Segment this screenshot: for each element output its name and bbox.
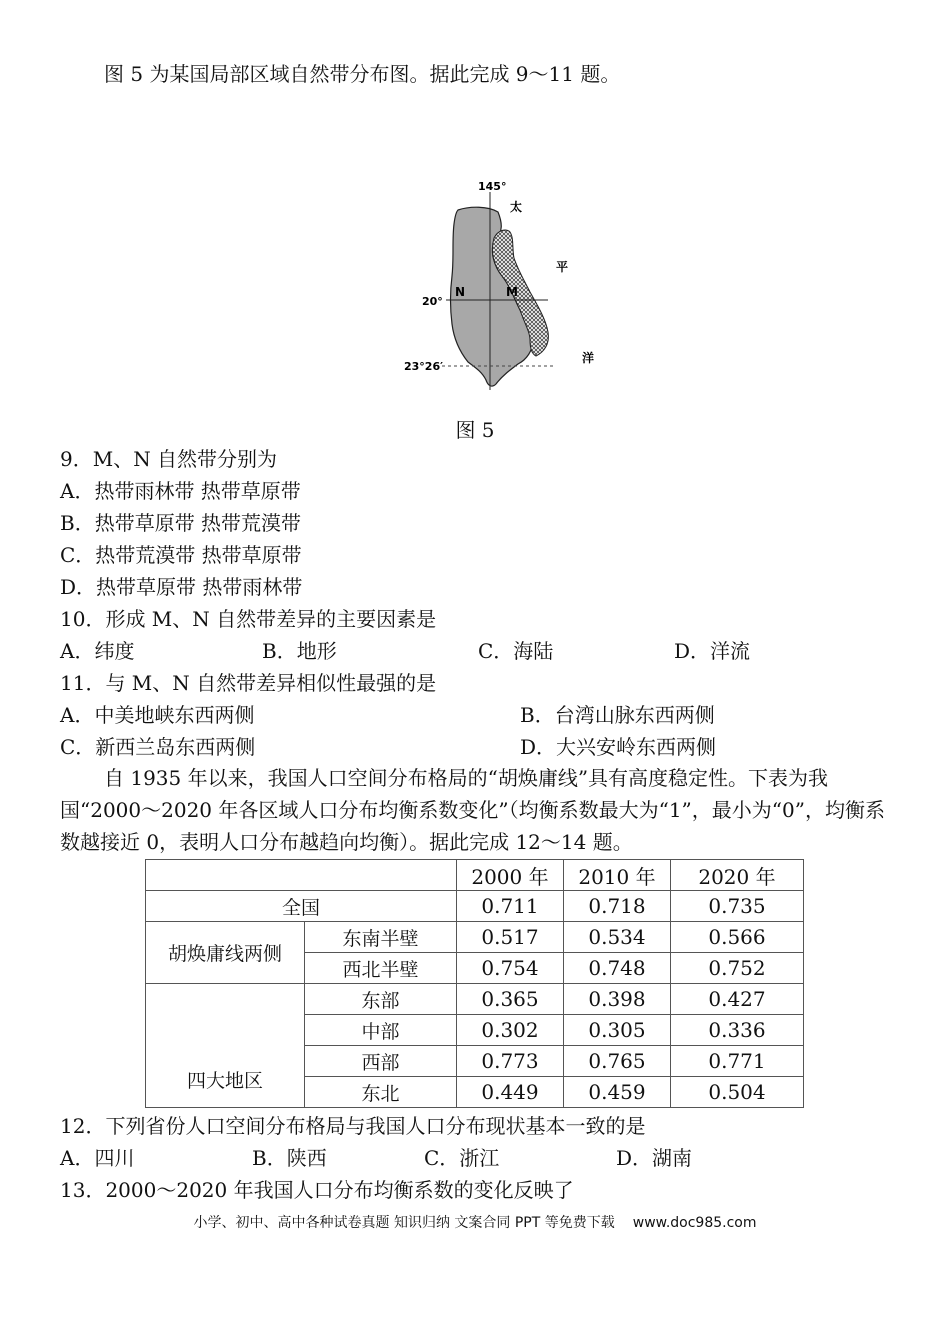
label-m: M	[506, 285, 518, 299]
q12-stem: 12．下列省份人口空间分布格局与我国人口分布现状基本一致的是	[60, 1114, 646, 1138]
header-2000: 2000 年	[457, 860, 564, 891]
cell-value: 0.748	[564, 953, 671, 984]
q13-stem: 13．2000～2020 年我国人口分布均衡系数的变化反映了	[60, 1178, 574, 1202]
footer-text: 小学、初中、高中各种试卷真题 知识归纳 文案合同 PPT 等免费下载	[193, 1215, 615, 1231]
cell-value: 0.534	[564, 922, 671, 953]
q9-option-b: B．热带草原带 热带荒漠带	[60, 511, 302, 535]
ocean-char-2: 平	[556, 260, 569, 274]
table-row	[146, 984, 804, 1015]
paragraph-text: 自 1935 年以来，我国人口空间分布格局的“胡焕庸线”具有高度稳定性。下表为我国“2000～2020 年各区域人口分布均衡系数变化”（均衡系数最大为“1”，最小为“0”，均衡系数越接近 0，表明人口分布越趋向均衡）。据此完成 12～14 题。	[60, 766, 885, 854]
natural-zone-map	[398, 172, 618, 397]
cell-value: 0.754	[457, 953, 564, 984]
group-label-huline: 胡焕庸线两侧	[146, 922, 305, 984]
tropic-label: 23°26′	[404, 360, 444, 373]
ocean-char-1: 太	[510, 200, 523, 214]
latitude-20-label: 20°	[422, 295, 443, 308]
row-label: 西部	[305, 1046, 457, 1077]
table-header-blank	[146, 860, 457, 891]
q12-option-a: A．四川	[60, 1146, 135, 1170]
q10-option-d: D．洋流	[674, 639, 751, 663]
label-n: N	[455, 285, 466, 299]
row-label: 中部	[305, 1015, 457, 1046]
footer-url: www.doc985.com	[632, 1215, 757, 1231]
cell-value: 0.459	[564, 1077, 671, 1108]
cell-value: 0.566	[671, 922, 804, 953]
q10-option-c: C．海陆	[478, 639, 554, 663]
q9-stem: 9．M、N 自然带分别为	[60, 447, 278, 471]
cell-value: 0.504	[671, 1077, 804, 1108]
cell-value: 0.365	[457, 984, 564, 1015]
figure-caption: 图 5	[455, 418, 495, 442]
q12-option-d: D．湖南	[616, 1146, 693, 1170]
group-label-four-regions: 四大地区	[146, 984, 305, 1108]
row-label-national: 全国	[146, 891, 457, 922]
table-header-row	[146, 860, 804, 891]
longitude-label: 145°	[478, 180, 507, 193]
q12-option-c: C．浙江	[424, 1146, 500, 1170]
cell-value: 0.765	[564, 1046, 671, 1077]
q11-stem: 11．与 M、N 自然带差异相似性最强的是	[60, 671, 437, 695]
q9-option-a: A．热带雨林带 热带草原带	[60, 479, 301, 503]
row-label: 东北	[305, 1077, 457, 1108]
row-label: 东部	[305, 984, 457, 1015]
row-label: 东南半壁	[305, 922, 457, 953]
q10-option-b: B．地形	[262, 639, 337, 663]
cell-value: 0.336	[671, 1015, 804, 1046]
cell-value: 0.302	[457, 1015, 564, 1046]
row-label: 西北半壁	[305, 953, 457, 984]
q10-option-a: A．纬度	[60, 639, 135, 663]
table-row	[146, 891, 804, 922]
table-intro-paragraph	[60, 762, 896, 858]
q9-option-c: C．热带荒漠带 热带草原带	[60, 543, 302, 567]
cell-value: 0.752	[671, 953, 804, 984]
cell-value: 0.773	[457, 1046, 564, 1077]
q11-option-b: B．台湾山脉东西两侧	[520, 703, 715, 727]
cell-value: 0.398	[564, 984, 671, 1015]
cell-value: 0.305	[564, 1015, 671, 1046]
q11-option-c: C．新西兰岛东西两侧	[60, 735, 256, 759]
q9-option-d: D．热带草原带 热带雨林带	[60, 575, 303, 599]
cell-value: 0.771	[671, 1046, 804, 1077]
q10-stem: 10．形成 M、N 自然带差异的主要因素是	[60, 607, 437, 631]
cell-value: 0.427	[671, 984, 804, 1015]
header-2010: 2010 年	[564, 860, 671, 891]
cell-value: 0.449	[457, 1077, 564, 1108]
cell-value: 0.718	[564, 891, 671, 922]
cell-value: 0.517	[457, 922, 564, 953]
page-footer	[0, 1212, 950, 1232]
population-balance-table	[145, 859, 804, 1108]
ocean-char-3: 洋	[582, 351, 595, 365]
q11-option-d: D．大兴安岭东西两侧	[520, 735, 717, 759]
cell-value: 0.735	[671, 891, 804, 922]
q12-option-b: B．陕西	[252, 1146, 327, 1170]
header-2020: 2020 年	[671, 860, 804, 891]
intro-text: 图 5 为某国局部区域自然带分布图。据此完成 9～11 题。	[104, 62, 621, 86]
table-row	[146, 922, 804, 953]
q11-option-a: A．中美地峡东西两侧	[60, 703, 255, 727]
cell-value: 0.711	[457, 891, 564, 922]
